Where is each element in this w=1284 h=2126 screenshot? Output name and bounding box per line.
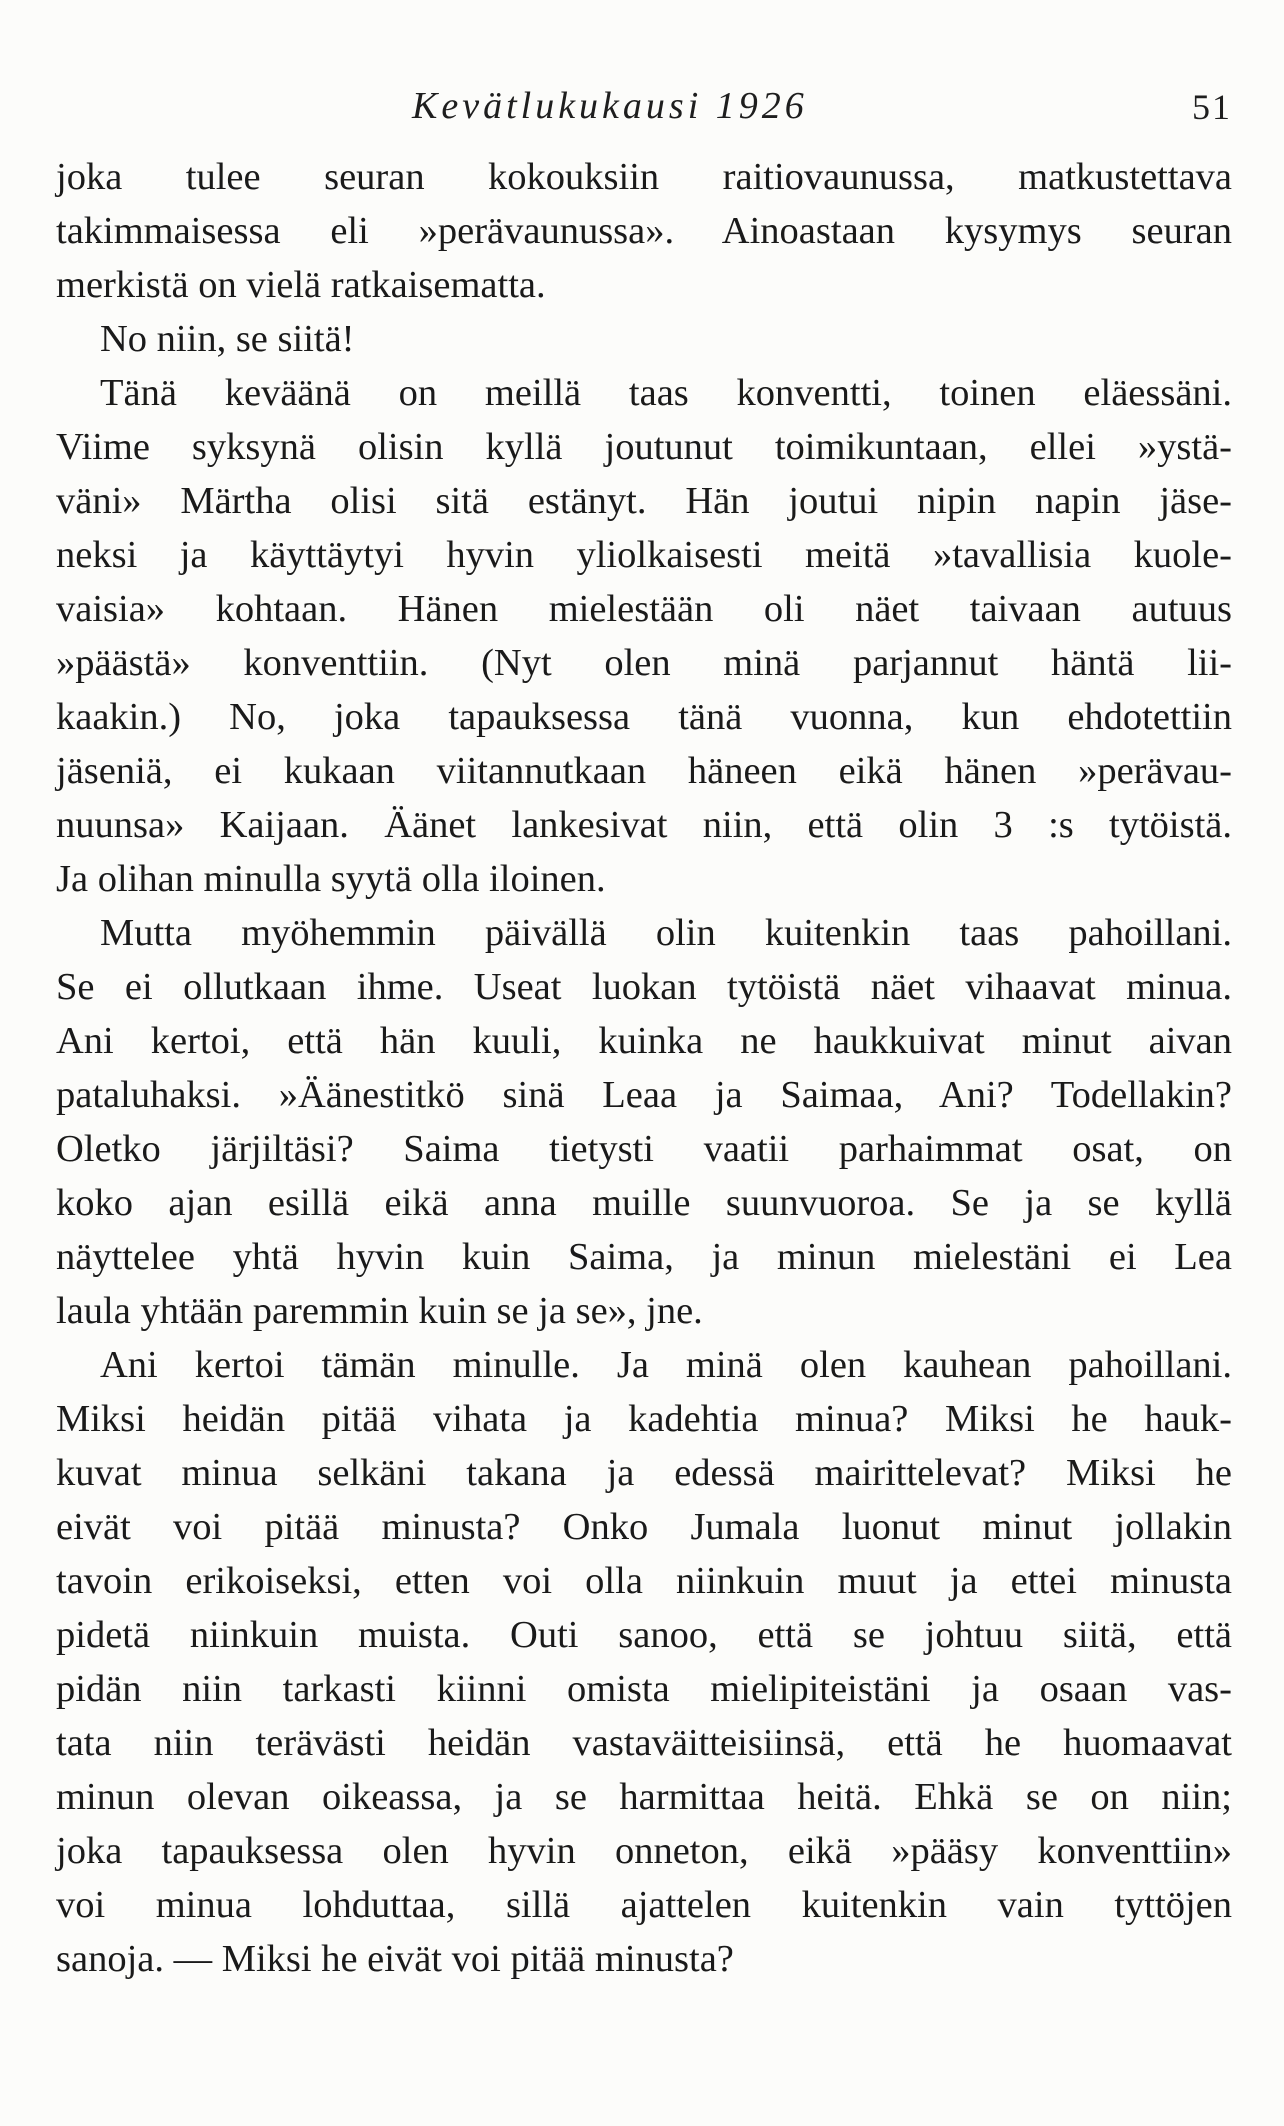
text-line: väni» Märtha olisi sitä estänyt. Hän joutui nipin napin jäse- [56, 480, 1232, 522]
text-line: merkistä on vielä ratkaisematta. [56, 264, 546, 306]
text-line: voi minua lohduttaa, sillä ajattelen kuitenkin vain tyttöjen [56, 1884, 1232, 1926]
text-line: tavoin erikoiseksi, etten voi olla niinkuin muut ja ettei minusta [56, 1560, 1232, 1602]
text-line: Mutta myöhemmin päivällä olin kuitenkin taas pahoillani. [100, 912, 1232, 954]
text-line: minun olevan oikeassa, ja se harmittaa heitä. Ehkä se on niin; [56, 1776, 1232, 1818]
body-text [56, 150, 1232, 1986]
text-line: eivät voi pitää minusta? Onko Jumala luonut minut jollakin [56, 1506, 1232, 1548]
text-line: takimmaisessa eli »perävaunussa». Ainoastaan kysymys seuran [56, 210, 1232, 252]
text-line: No niin, se siitä! [100, 318, 355, 360]
text-line: neksi ja käyttäytyi hyvin yliolkaisesti meitä »tavallisia kuole- [56, 534, 1232, 576]
text-line: koko ajan esillä eikä anna muille suunvuoroa. Se ja se kyllä [56, 1182, 1232, 1224]
text-line: Viime syksynä olisin kyllä joutunut toimikuntaan, ellei »ystä- [56, 426, 1232, 468]
text-line: joka tapauksessa olen hyvin onneton, eikä »pääsy konventtiin» [56, 1830, 1232, 1872]
text-line: joka tulee seuran kokouksiin raitiovaunussa, matkustettava [56, 156, 1232, 198]
text-line: vaisia» kohtaan. Hänen mielestään oli näet taivaan autuus [56, 588, 1232, 630]
text-line: »päästä» konventtiin. (Nyt olen minä parjannut häntä lii- [56, 642, 1232, 684]
text-line: kuvat minua selkäni takana ja edessä mairittelevat? Miksi he [56, 1452, 1232, 1494]
text-line: jäseniä, ei kukaan viitannutkaan häneen eikä hänen »perävau- [56, 750, 1232, 792]
text-line: sanoja. — Miksi he eivät voi pitää minusta? [56, 1938, 734, 1980]
text-line: pidetä niinkuin muista. Outi sanoo, että se johtuu siitä, että [56, 1614, 1232, 1656]
text-line: Miksi heidän pitää vihata ja kadehtia minua? Miksi he hauk- [56, 1398, 1232, 1440]
text-line: kaakin.) No, joka tapauksessa tänä vuonna, kun ehdotettiin [56, 696, 1232, 738]
text-line: Se ei ollutkaan ihme. Useat luokan tytöistä näet vihaavat minua. [56, 966, 1232, 1008]
text-line: Ani kertoi tämän minulle. Ja minä olen kauhean pahoillani. [100, 1344, 1232, 1386]
text-line: tata niin terävästi heidän vastaväitteisiinsä, että he huomaavat [56, 1722, 1232, 1764]
text-line: Tänä keväänä on meillä taas konventti, toinen eläessäni. [100, 372, 1232, 414]
text-line: Oletko järjiltäsi? Saima tietysti vaatii parhaimmat osat, on [56, 1128, 1232, 1170]
text-line: Ja olihan minulla syytä olla iloinen. [56, 858, 606, 900]
text-line: Ani kertoi, että hän kuuli, kuinka ne haukkuivat minut aivan [56, 1020, 1232, 1062]
running-head [0, 84, 1284, 134]
text-line: näyttelee yhtä hyvin kuin Saima, ja minun mielestäni ei Lea [56, 1236, 1232, 1278]
page-number: 51 [1192, 87, 1232, 127]
text-line: pataluhaksi. »Äänestitkö sinä Leaa ja Saimaa, Ani? Todellakin? [56, 1074, 1232, 1116]
text-line: laula yhtään paremmin kuin se ja se», jne. [56, 1290, 703, 1332]
text-line: pidän niin tarkasti kiinni omista mielipiteistäni ja osaan vas- [56, 1668, 1232, 1710]
running-head-title: Kevätlukukausi 1926 [412, 85, 808, 127]
text-line: nuunsa» Kaijaan. Äänet lankesivat niin, että olin 3 :s tytöistä. [56, 804, 1232, 846]
